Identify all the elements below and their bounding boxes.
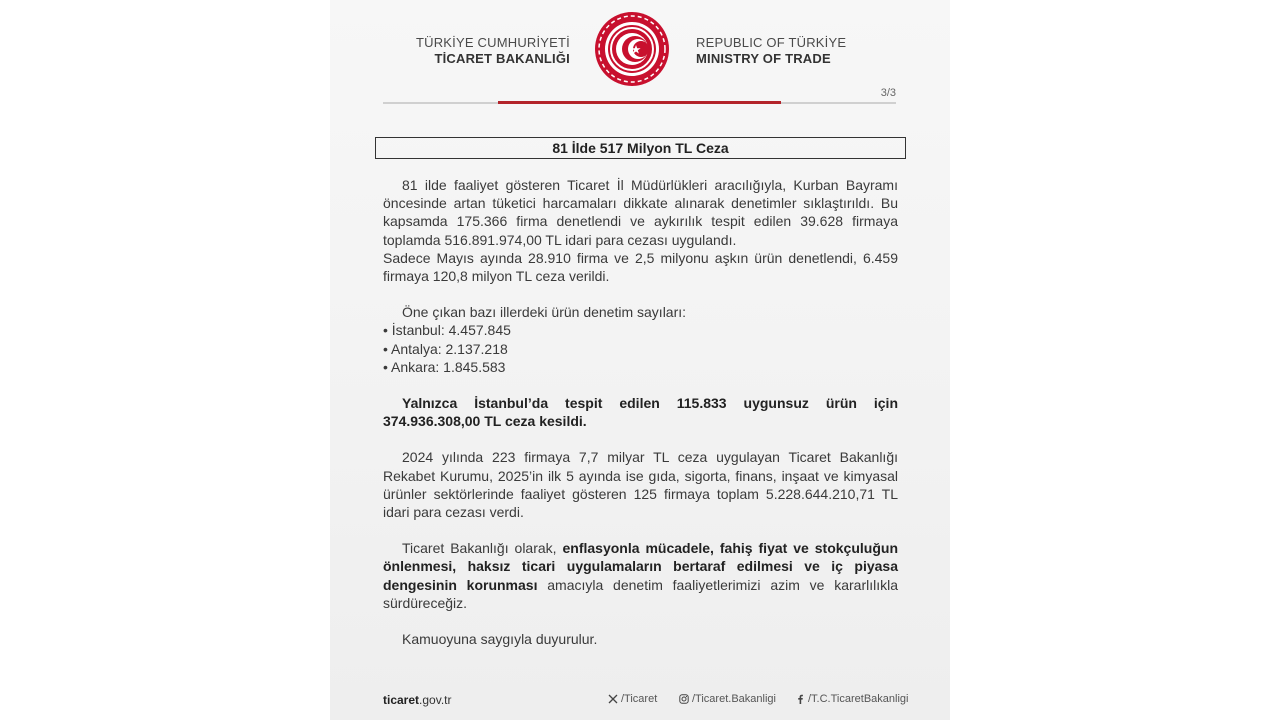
x-handle: /Ticaret: [621, 693, 658, 705]
header-en-line1: REPUBLIC OF TÜRKİYE: [696, 35, 847, 50]
bullet-antalya: • Antalya: 2.137.218: [383, 340, 898, 358]
header-en: [696, 35, 846, 67]
paragraph-1: 81 ilde faaliyet gösteren Ticaret İl Müdürlükleri aracılığıyla, Kurban Bayramı öncesinde artan tüketici harcamaları dikkate alınarak denetimler sıklaştırıldı. Bu kapsamda 175.366 firma denetlendi ve aykırılık tespit edilen 39.628 firmaya toplamda 516.891.974,00 TL idari para cezası uygulandı.: [383, 177, 898, 248]
page-number: 3/3: [880, 87, 896, 99]
paragraph-1b: Sadece Mayıs ayında 28.910 firma ve 2,5 milyonu aşkın ürün denetlendi, 6.459 firmaya 120,8 milyon TL ceza verildi.: [383, 249, 898, 285]
facebook-handle: /T.C.TicaretBakanligi: [808, 693, 909, 705]
facebook-link[interactable]: [795, 693, 908, 705]
paragraph-5-start: Ticaret Bakanlığı olarak,: [402, 540, 563, 557]
header-tr: [416, 35, 570, 67]
header-tr-line1: TÜRKİYE CUMHURİYETİ: [415, 35, 570, 50]
ministry-seal-icon: [593, 10, 671, 88]
bullet-ankara: • Ankara: 1.845.583: [383, 358, 898, 376]
page-progress-fill: [498, 101, 781, 104]
instagram-handle: /Ticaret.Bakanligi: [692, 693, 776, 705]
bullet-istanbul: • İstanbul: 4.457.845: [383, 321, 898, 339]
website-bold: ticaret: [383, 693, 420, 707]
x-link[interactable]: [608, 693, 657, 705]
paragraph-5-end: amacıyla denetim faaliyetlerimizi azim ve kararlılıkla sürdüreceğiz.: [383, 576, 899, 611]
paragraph-5: [383, 539, 898, 612]
paragraph-3: Yalnızca İstanbul’da tespit edilen 115.833 uygunsuz ürün için 374.936.308,00 TL ceza kesildi.: [383, 395, 898, 430]
website-rest: .gov.tr: [419, 693, 452, 707]
paragraph-5-bold: enflasyonla mücadele, fahiş fiyat ve stokçuluğun önlenmesi, haksız ticari uygulamaların bertaraf edilmesi ve iç piyasa dengesinin korunması: [383, 540, 898, 593]
header-tr-line2: TİCARET BAKANLIĞI: [434, 51, 570, 66]
paragraph-4: 2024 yılında 223 firmaya 7,7 milyar TL ceza uygulayan Ticaret Bakanlığı Rekabet Kurumu, 2025’in ilk 5 ayında ise gıda, sigorta, finans, inşaat ve kimyasal ürünler sektörlerinde faaliyet gösteren 125 firmaya toplam 5.228.644.210,71 TL idari para cezası verdi.: [383, 449, 898, 521]
header-en-line2: MINISTRY OF TRADE: [696, 51, 831, 66]
document-page: [330, 0, 950, 720]
facebook-icon: [795, 694, 805, 704]
paragraph-2: Öne çıkan bazı illerdeki ürün denetim sayıları:: [402, 304, 687, 321]
x-icon: [608, 694, 618, 704]
instagram-link[interactable]: [679, 693, 776, 705]
instagram-icon: [679, 694, 689, 704]
footer: [383, 693, 909, 709]
website-link[interactable]: [383, 693, 452, 707]
paragraph-6: Kamuoyuna saygıyla duyurulur.: [402, 631, 598, 648]
document-body: [383, 176, 898, 648]
document-title: 81 İlde 517 Milyon TL Ceza: [375, 137, 906, 159]
